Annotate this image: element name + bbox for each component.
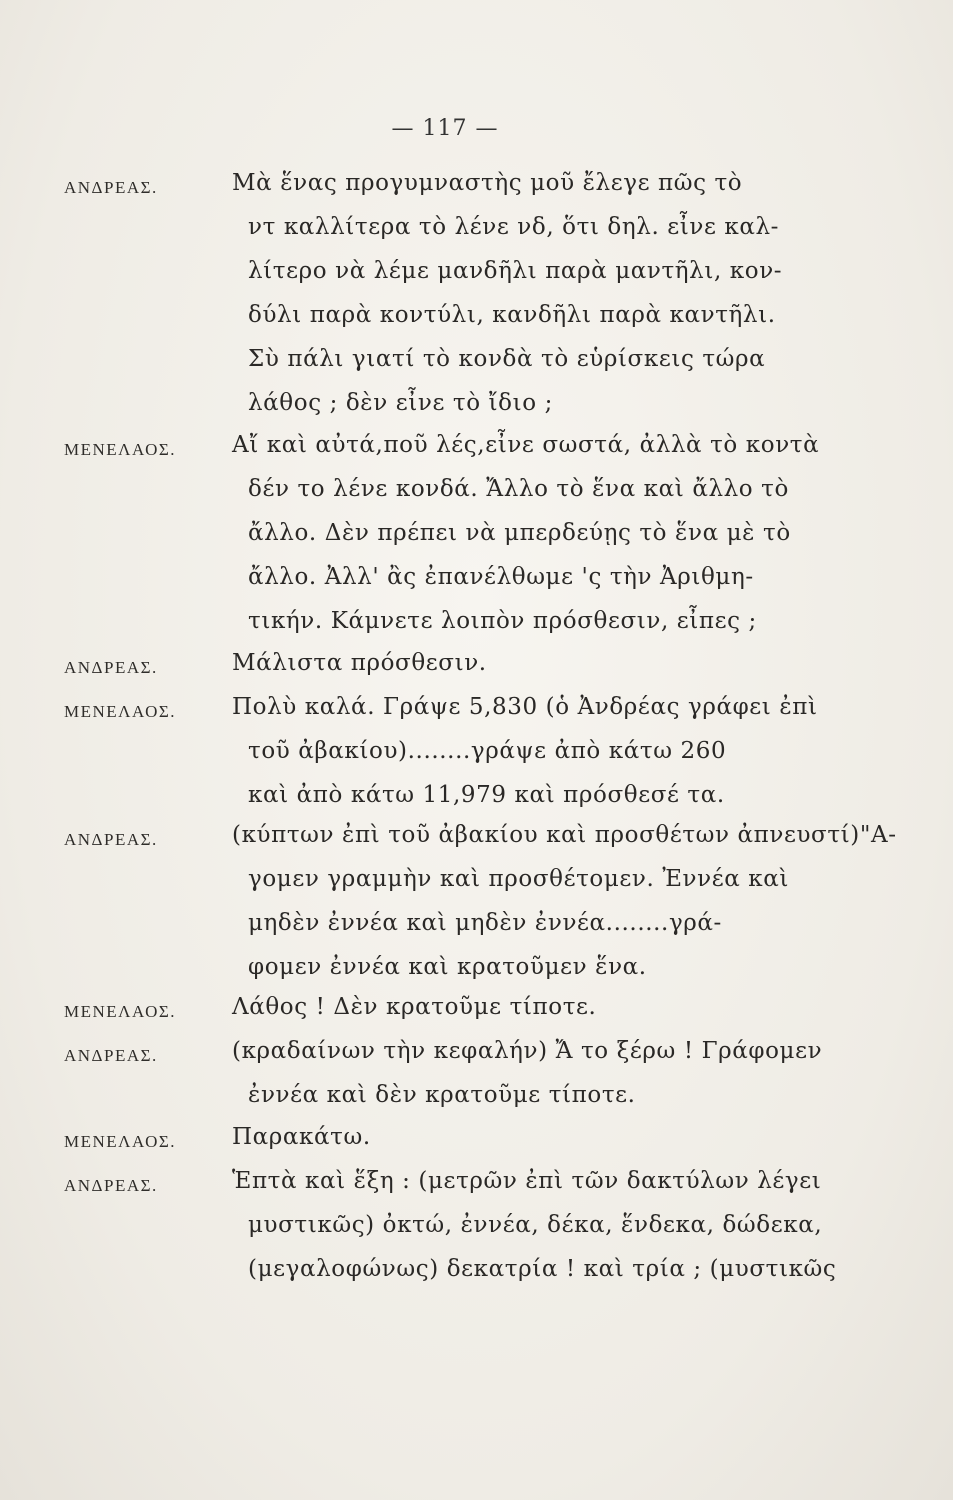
dialogue-line: δύλι παρὰ κοντύλι, κανδῆλι παρὰ καντῆλι. xyxy=(248,302,776,328)
dialogue-line: μυστικῶς) ὀκτώ, ἐννέα, δέκα, ἕνδεκα, δώδεκα, xyxy=(248,1212,823,1238)
speaker-name: ΑΝΔΡΕΑΣ. xyxy=(64,830,158,849)
speaker-name: ΑΝΔΡΕΑΣ. xyxy=(64,1046,158,1065)
dialogue-line: Μὰ ἕνας προγυμναστὴς μοῦ ἔλεγε πῶς τὸ xyxy=(232,170,743,196)
dialogue-line: Ἑπτὰ καὶ ἕξη : (μετρῶν ἐπὶ τῶν δακτύλων λέγει xyxy=(232,1168,822,1194)
speaker-name: ΑΝΔΡΕΑΣ. xyxy=(64,178,158,197)
dialogue-line: λάθος ; δὲν εἶνε τὸ ἴδιο ; xyxy=(248,390,553,416)
dialogue-line: Μάλιστα πρόσθεσιν. xyxy=(232,650,487,676)
dialogue-line: ἄλλο. Δὲν πρέπει νὰ μπερδεύῃς τὸ ἕνα μὲ τὸ xyxy=(248,520,791,546)
dialogue-line: καὶ ἀπὸ κάτω 11,979 καὶ πρόσθεσέ τα. xyxy=(248,782,725,808)
dialogue-line: λίτερο νὰ λέμε μανδῆλι παρὰ μαντῆλι, κον- xyxy=(248,258,783,284)
dialogue-line: φομεν ἐννέα καὶ κρατοῦμεν ἕνα. xyxy=(248,954,647,980)
dialogue-line: Πολὺ καλά. Γράψε 5,830 (ὁ Ἀνδρέας γράφει ἐπὶ xyxy=(232,694,818,720)
dialogue-line: τικήν. Κάμνετε λοιπὸν πρόσθεσιν, εἶπες ; xyxy=(248,608,757,634)
dialogue-line: Λάθος ! Δὲν κρατοῦμε τίποτε. xyxy=(232,994,597,1020)
dialogue-line: γομεν γραμμὴν καὶ προσθέτομεν. Ἐννέα καὶ xyxy=(248,866,790,892)
speaker-name: ΜΕΝΕΛΑΟΣ. xyxy=(64,440,176,459)
dialogue-line: ἐννέα καὶ δὲν κρατοῦμε τίποτε. xyxy=(248,1082,636,1108)
dialogue-line: ἄλλο. Ἀλλ' ἂς ἐπανέλθωμε 'ς τὴν Ἀριθμη- xyxy=(248,564,754,590)
dialogue-line: τοῦ ἀβακίου)........γράψε ἀπὸ κάτω 260 xyxy=(248,738,727,764)
dialogue-line: μηδὲν ἐννέα καὶ μηδὲν ἐννέα........γρά- xyxy=(248,910,722,936)
dialogue-line: Παρακάτω. xyxy=(232,1124,371,1150)
dialogue-line: δέν το λένε κονδά. Ἄλλο τὸ ἕνα καὶ ἄλλο τὸ xyxy=(248,476,789,502)
speaker-name: ΑΝΔΡΕΑΣ. xyxy=(64,658,158,677)
speaker-name: ΑΝΔΡΕΑΣ. xyxy=(64,1176,158,1195)
dialogue-line: Σὺ πάλι γιατί τὸ κονδὰ τὸ εὑρίσκεις τώρα xyxy=(248,346,766,372)
speaker-name: ΜΕΝΕΛΑΟΣ. xyxy=(64,702,176,721)
speaker-name: ΜΕΝΕΛΑΟΣ. xyxy=(64,1132,176,1151)
speaker-name: ΜΕΝΕΛΑΟΣ. xyxy=(64,1002,176,1021)
dialogue-line: (μεγαλοφώνως) δεκατρία ! καὶ τρία ; (μυστικῶς xyxy=(248,1256,837,1282)
page-number: — 117 — xyxy=(391,116,499,141)
dialogue-line: (κραδαίνων τὴν κεφαλήν) Ἄ το ξέρω ! Γράφομεν xyxy=(232,1038,823,1064)
dialogue-line: ντ καλλίτερα τὸ λένε νδ, ὅτι δηλ. εἶνε καλ- xyxy=(248,214,780,240)
dialogue-line: Αἴ καὶ αὐτά,ποῦ λές,εἶνε σωστά, ἀλλὰ τὸ κοντὰ xyxy=(232,432,820,458)
dialogue-line: (κύπτων ἐπὶ τοῦ ἀβακίου καὶ προσθέτων ἀπνευστί)"Α- xyxy=(232,822,897,848)
